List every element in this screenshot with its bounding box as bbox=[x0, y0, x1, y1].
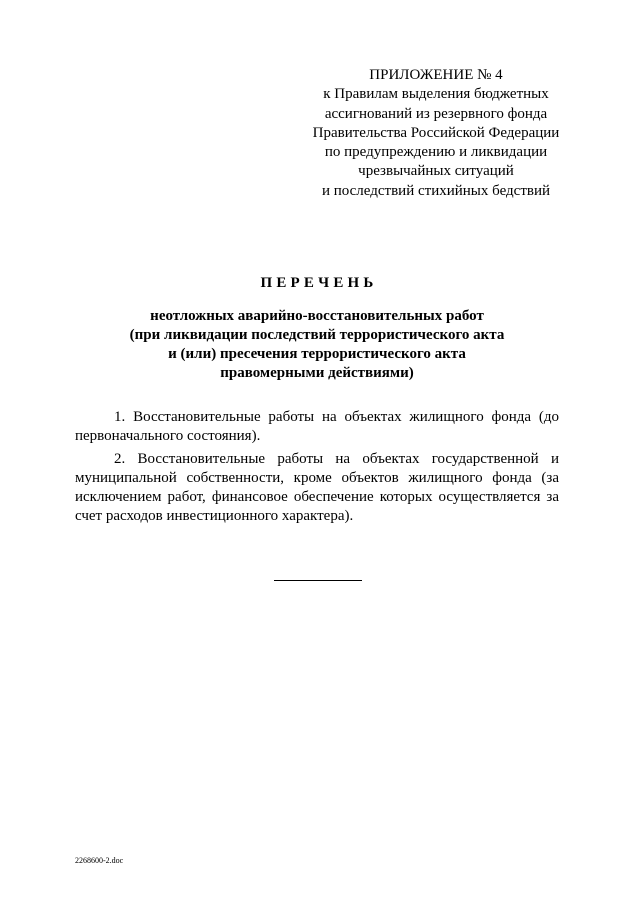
separator-line bbox=[274, 580, 362, 581]
appendix-line: Правительства Российской Федерации bbox=[312, 124, 560, 141]
appendix-header bbox=[302, 66, 570, 201]
document-title: ПЕРЕЧЕНЬ bbox=[260, 275, 378, 291]
appendix-line: ассигнований из резервного фонда bbox=[324, 105, 548, 122]
subtitle-line: и (или) пресечения террористического акта bbox=[168, 346, 466, 362]
document-subtitle bbox=[75, 307, 559, 383]
appendix-line: чрезвычайных ситуаций bbox=[358, 163, 514, 180]
appendix-line: и последствий стихийных бедствий bbox=[321, 182, 551, 199]
list-item: 2. Восстановительные работы на объектах государственной и муниципальной собственности, кроме объектов жилищного фонда (за исключением работ, финансовое обеспечение которых осуществляется за счет расходов инвестиционного характера). bbox=[75, 451, 559, 524]
appendix-line: к Правилам выделения бюджетных bbox=[323, 86, 549, 103]
list-item: 1. Восстановительные работы на объектах жилищного фонда (до первоначального состояния). bbox=[75, 409, 559, 444]
document-code: 2268600-2.doc bbox=[75, 856, 124, 865]
subtitle-line: правомерными действиями) bbox=[220, 365, 414, 381]
document-title-block bbox=[75, 274, 559, 383]
subtitle-line: неотложных аварийно-восстановительных работ bbox=[150, 308, 484, 324]
appendix-title: ПРИЛОЖЕНИЕ № 4 bbox=[369, 67, 503, 83]
document-body bbox=[75, 408, 559, 526]
appendix-line: по предупреждению и ликвидации bbox=[324, 144, 548, 161]
subtitle-line: (при ликвидации последствий террористического акта bbox=[129, 327, 505, 343]
